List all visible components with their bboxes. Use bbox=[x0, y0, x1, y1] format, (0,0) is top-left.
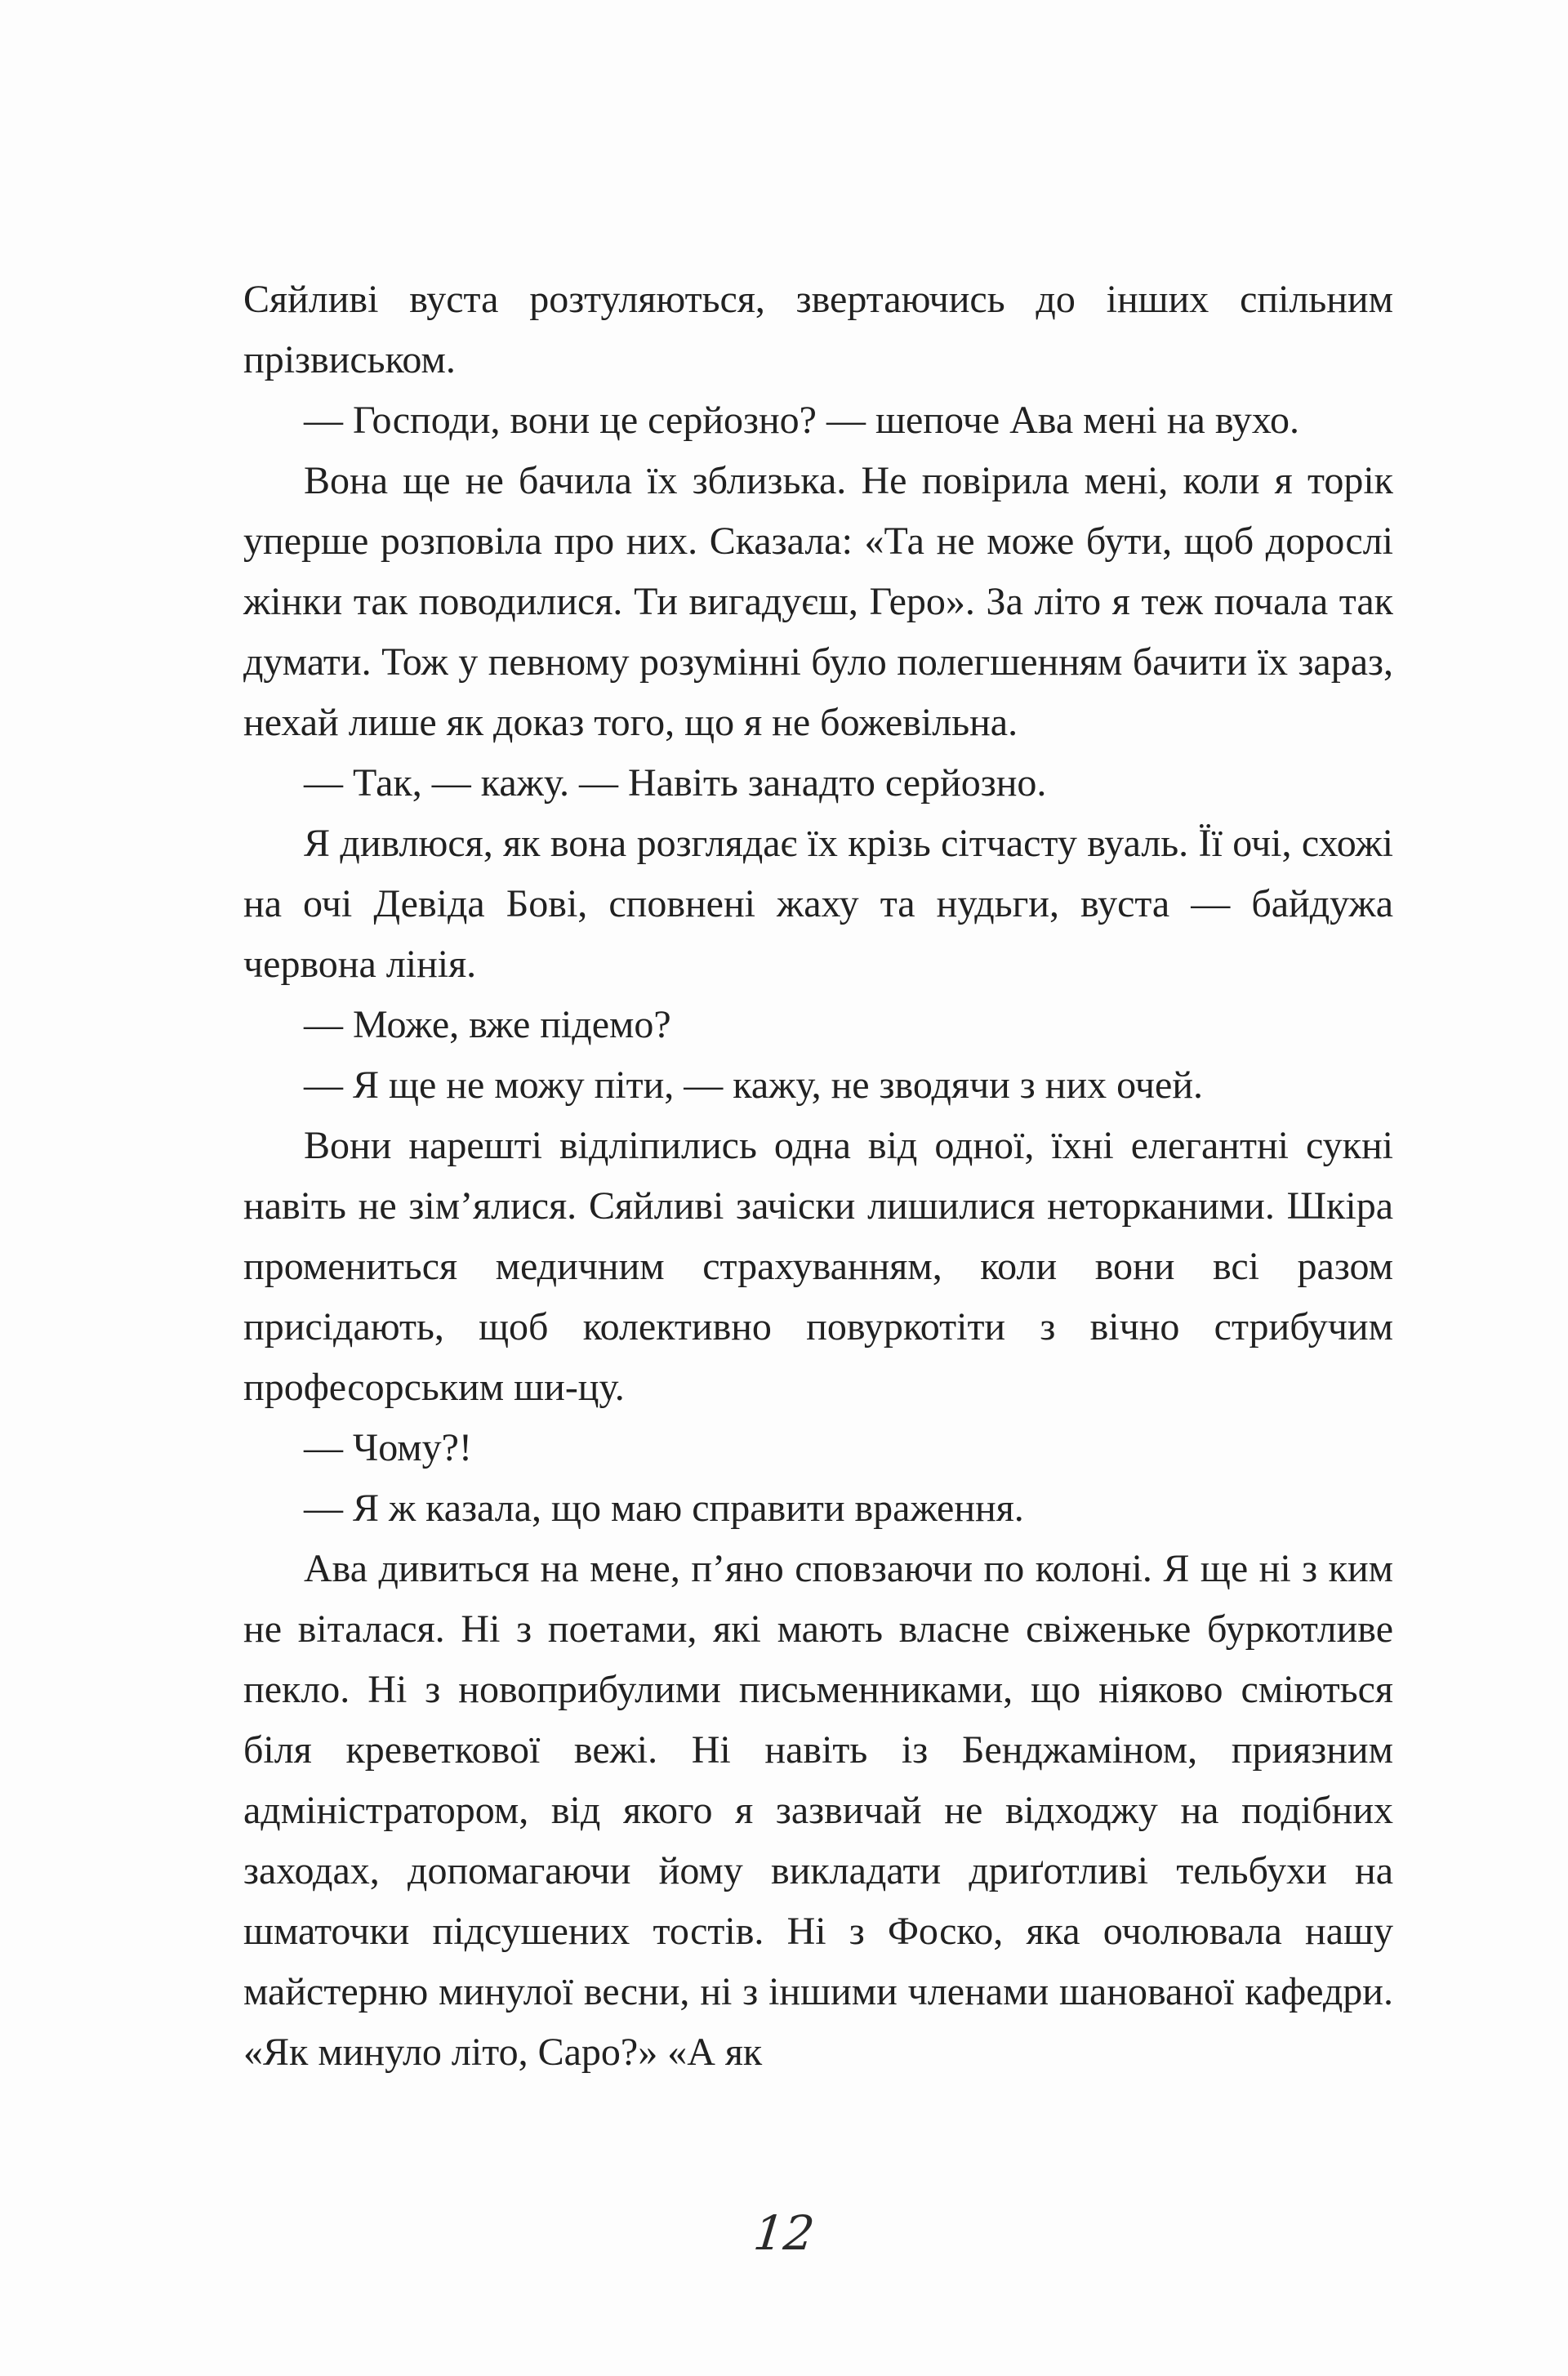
paragraph: — Так, — кажу. — Навіть занадто серйозно. bbox=[304, 761, 1047, 805]
paragraph: Вони нарешті відліпились одна від одної, їхні елегантні сукні навіть не зім’ялися. Сяйливі зачіски лишилися неторканими. Шкіра промениться медичним страхуванням, коли вони всі разом присідають, щоб колективно повуркотіти з вічно стрибучим професорським ши-цу. bbox=[243, 1124, 1393, 1409]
page-number: 12 bbox=[751, 2205, 817, 2261]
paragraph: Я дивлюся, як вона розглядає їх крізь сітчасту вуаль. Її очі, схожі на очі Девіда Бові, сповнені жаху та нудьги, вуста — байдужа червона лінія. bbox=[243, 822, 1393, 986]
page-text bbox=[243, 270, 1393, 2083]
paragraph: — Я ж казала, що маю справити враження. bbox=[304, 1487, 1024, 1530]
paragraph: — Господи, вони це серйозно? — шепоче Ава мені на вухо. bbox=[304, 399, 1300, 442]
paragraph: Ава дивиться на мене, п’яно сповзаючи по колоні. Я ще ні з ким не віталася. Ні з поетами, які мають власне свіженьке буркотливе пекло. Ні з новоприбулими письменниками, що ніяково сміються біля креветкової вежі. Ні навіть із Бенджаміном, приязним адміністратором, від якого я зазвичай не відходжу на подібних заходах, допомагаючи йому викладати дриґотливі тельбухи на шматочки підсушених тостів. Ні з Фоско, яка очолювала нашу майстерню минулої весни, ні з іншими членами шанованої кафедри. «Як минуло літо, Саро?» «А як bbox=[243, 1547, 1393, 2074]
paragraph: — Я ще не можу піти, — кажу, не зводячи з них очей. bbox=[304, 1063, 1204, 1107]
paragraph: Сяйливі вуста розтуляються, звертаючись до інших спільним прізвиськом. bbox=[243, 278, 1393, 381]
paragraph: — Чому?! bbox=[304, 1426, 472, 1469]
paragraph: — Може, вже підемо? bbox=[304, 1003, 671, 1046]
paragraph: Вона ще не бачила їх зблизька. Не повірила мені, коли я торік уперше розповіла про них. Сказала: «Та не може бути, щоб дорослі жінки так поводилися. Ти вигадуєш, Геро». За літо я теж почала так думати. Тож у певному розумінні було полегшенням бачити їх зараз, нехай лише як доказ того, що я не божевільна. bbox=[243, 459, 1393, 744]
